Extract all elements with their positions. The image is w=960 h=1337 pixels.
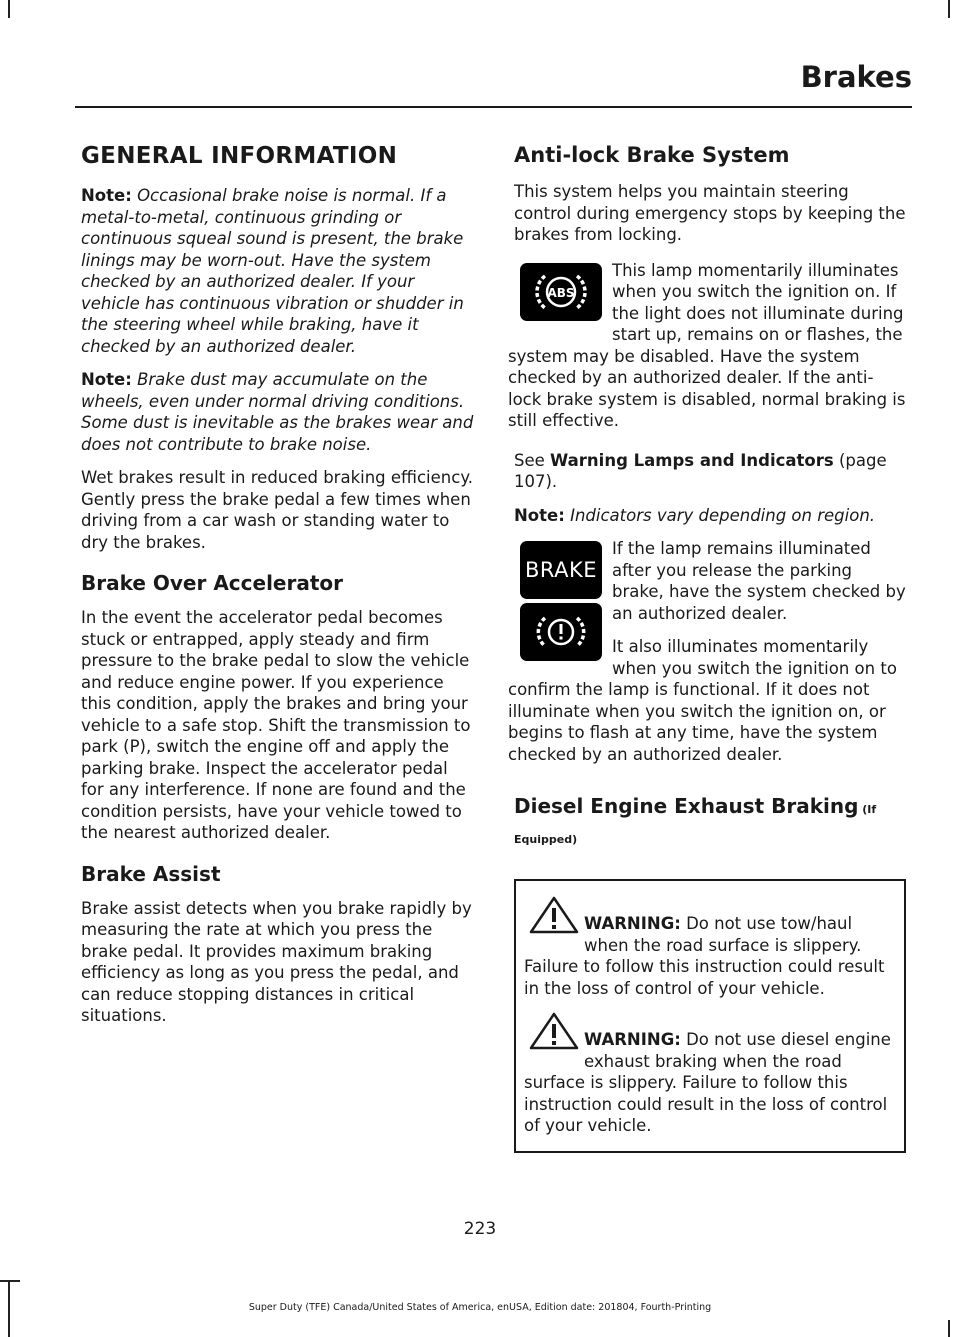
note-label: Note: [81,186,132,205]
note-brake-noise [81,185,475,357]
left-column [81,143,475,1039]
warning-lamps-link[interactable]: Warning Lamps and Indicators [550,450,834,470]
see-reference [514,450,906,493]
note-text: Indicators vary depending on region. [564,505,876,525]
warning-triangle-icon [528,895,580,935]
note-label: Note: [81,370,132,389]
warning-box [514,879,906,1153]
page-number: 223 [463,1219,497,1239]
see-suffix: (page 107). [514,450,887,491]
brake-over-accelerator-text: In the event the accelerator pedal becomes stuck or entrapped, apply steady and firm pressure to the brake pedal to slow the vehicle and reduce engine power. If you experience this condition, apply the brakes and bring your vehicle to a safe stop. Shift the transmission to park (P), switch the engine off and apply the parking brake. Inspect the accelerator pedal for any interference. If none are found and the condition persists, have your vehicle towed to the nearest authorized dealer. [81,608,471,842]
brake-assist-heading: Brake Assist [81,861,221,886]
crop-mark [948,0,950,18]
warning-label: WARNING: [584,914,681,933]
note-indicators [514,505,906,527]
crop-mark [0,1280,20,1282]
warning-item-1 [524,895,896,999]
note-text: Occasional brake noise is normal. If a metal-to-metal, continuous grinding or continuous squeal sound is present, the brake linings may be worn-out. Have the system checked by an authorized dealer. If your vehicle has continuous vibration or shudder in the steering wheel while braking, have it checked by an authorized dealer. [81,186,464,356]
diesel-heading-qualifier: (If Equipped) [514,803,877,846]
warning-body: Do not use diesel engine exhaust braking when the road surface is slippery. Failure to follow this instruction could result in the loss of control of your vehicle. [524,1030,891,1135]
brake-circle-icon [520,603,602,661]
brake-icons [520,541,602,665]
abs-heading: Anti-lock Brake System [514,143,790,167]
brake-assist-text: Brake assist detects when you brake rapidly by measuring the rate at which you press the brake pedal. It provides maximum braking efficiency as long as you press the pedal, and can reduce stopping distances in critical situations. [81,898,472,1025]
brake-lamp-text-2: It also illuminates momentarily when you switch the ignition on to confirm the lamp is functional. If it does not illuminate when you switch the ignition on, or begins to flash at any time, have the system checked by an authorized dealer. [508,637,897,764]
wet-brakes-paragraph: Wet brakes result in reduced braking efficiency. Gently press the brake pedal a few times when driving from a car wash or standing water to dry the brakes. [81,468,473,552]
abs-warning-icon [520,263,602,321]
see-prefix: See [514,450,551,470]
header-divider [75,106,912,108]
diesel-exhaust-braking-heading [514,793,906,853]
general-info-heading: GENERAL INFORMATION [81,143,398,169]
brake-icon-label: BRAKE [524,558,598,582]
note-label: Note: [514,505,565,525]
brake-lamp-text-1: If the lamp remains illuminated after you release the parking brake, have the system checked by an authorized dealer. [612,539,906,623]
warning-label: WARNING: [584,1030,681,1049]
right-column [508,143,906,1153]
note-brake-dust [81,369,475,455]
abs-icon-label: ABS [547,285,575,300]
diesel-heading-text: Diesel Engine Exhaust Braking [514,794,859,818]
crop-mark [948,1320,950,1337]
page-title: Brakes [800,60,912,94]
abs-intro: This system helps you maintain steering control during emergency stops by keeping the brakes from locking. [514,182,906,244]
warning-triangle-icon [528,1011,580,1051]
page-footer: Super Duty (TFE) Canada/United States of America, enUSA, Edition date: 201804, Fourth-Printing [248,1302,712,1313]
crop-mark [8,0,10,18]
warning-item-2 [524,1011,896,1137]
brake-over-accelerator-heading: Brake Over Accelerator [81,571,344,595]
brake-text-icon [520,541,602,599]
note-text: Brake dust may accumulate on the wheels, even under normal driving conditions. Some dust is inevitable as the brakes wear and does not contribute to brake noise. [81,370,474,454]
warning-body: Do not use tow/haul when the road surface is slippery. Failure to follow this instruction could result in the loss of control of your vehicle. [524,914,885,998]
abs-lamp-text: This lamp momentarily illuminates when you switch the ignition on. If the light does not illuminate during start up, remains on or flashes, the system may be disabled. Have the system checked by an authorized dealer. If the anti-lock brake system is disabled, normal braking is still effective. [508,260,906,430]
